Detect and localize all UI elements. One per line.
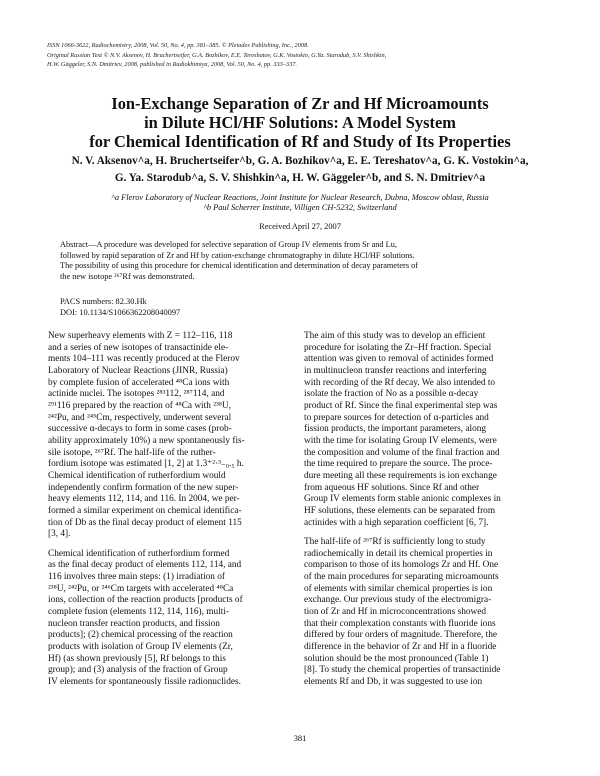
- body-text-line: with the time for isolating Group IV elements, were: [304, 435, 497, 446]
- abstract: [60, 240, 538, 282]
- body-text-line: to prepare sources for detection of α-particles and: [304, 412, 489, 423]
- received-date: Received April 27, 2007: [259, 222, 341, 231]
- body-text-line: exchange. Our previous study of the electromigra-: [304, 595, 492, 606]
- abstract-line: Abstract—A procedure was developed for selective separation of Group IV elements from Sr and Lu,: [60, 240, 397, 249]
- body-text-line: with recording of the Rf decay. We also intended to: [304, 377, 496, 388]
- body-column-right: [304, 331, 542, 689]
- body-text-line: Laboratory of Nuclear Reactions (JINR, Russia): [48, 365, 228, 376]
- abstract-line: The possibility of using this procedure for chemical identification and determination of decay parameters of: [60, 261, 419, 271]
- body-text-line: successive α-decays to form in some cases (prob-: [48, 424, 232, 435]
- body-text-line: and a series of new isotopes of transactinide ele-: [48, 342, 229, 353]
- body-text-line: HF solutions, these elements can be separated from: [304, 505, 496, 516]
- body-text-line: Hf) (as shown previously [5], Rf belongs to this: [48, 653, 226, 664]
- body-text-line: heavy elements 112, 114, and 116. In 2004, we per-: [48, 494, 240, 505]
- body-text-line: ²⁴²Pu, and ²⁴⁵Cm, respectively, underwent several: [48, 412, 232, 423]
- paragraph-gap: [48, 541, 286, 549]
- body-text-line: fordium isotope was estimated [1, 2] at 1.3⁺²·³₋₀.₅ h.: [48, 459, 244, 470]
- author-list: [40, 153, 560, 187]
- body-text-line: the time required to prepare the source. The proce-: [304, 459, 493, 470]
- body-text-line: differed by four orders of magnitude. Therefore, the: [304, 630, 498, 641]
- body-text-line: ²⁹¹116 prepared by the reaction of ⁴⁸Ca with ²³⁸U,: [48, 400, 232, 411]
- body-text-line: product of Rf. Since the final experimental step was: [304, 400, 498, 411]
- header-line-2: Original Russian Text © N.V. Aksenov, H. Bruchertseifer, G.A. Bozhikov, E.E. Tereshatov, G.K. Vostokin, G.Ya. Starodub, S.V. Shishkin,: [47, 52, 387, 59]
- body-text-line: procedure for isolating the Zr–Hf fraction. Special: [304, 342, 492, 353]
- body-text-line: complete fusion (elements 112, 114, 116), multi-: [48, 607, 229, 618]
- body-text-line: Chemical identification of rutherfordium would: [48, 470, 226, 481]
- author-line: N. V. Aksenov^a, H. Bruchertseifer^b, G. A. Bozhikov^a, E. E. Tereshatov^a, G. K. Vostokin^a,: [71, 155, 529, 167]
- affiliation-line: ^a Flerov Laboratory of Nuclear Reactions, Joint Institute for Nuclear Research, Dubna, Moscow oblast, Russia: [111, 193, 489, 202]
- body-text-line: of the main procedures for separating microamounts: [304, 572, 499, 583]
- body-text-line: comparison to those of its homologs Zr and Hf. One: [304, 560, 499, 571]
- affiliation-line: ^b Paul Scherrer Institute, Villigen CH-5232, Switzerland: [203, 203, 397, 212]
- body-text-line: New superheavy elements with Z = 112–116, 118: [48, 331, 233, 341]
- body-text-line: ability approximately 10%) a new spontaneously fis-: [48, 435, 245, 446]
- body-text-line: group); and (3) analysis of the fraction of Group: [48, 665, 228, 676]
- body-text-line: [3, 4].: [48, 529, 71, 540]
- body-text-line: actinides with a high separation coefficient [6, 7].: [304, 517, 489, 528]
- body-text-line: IV elements for spontaneously fissile radionuclides.: [48, 677, 241, 688]
- title-line: for Chemical Identification of Rf and Study of Its Properties: [89, 132, 511, 151]
- body-text-line: by complete fusion of accelerated ⁴⁸Ca ions with: [48, 377, 230, 388]
- body-text-line: solution should be the most pronounced (Table 1): [304, 653, 489, 664]
- body-text-line: formed a similar experiment on chemical identifica-: [48, 505, 242, 516]
- pacs-numbers: PACS numbers: 82.30.Hk: [60, 297, 147, 306]
- body-text-line: ²³⁸U, ²⁴²Pu, or ²⁴⁶Cm targets with accelerated ⁴⁸Ca: [48, 583, 234, 594]
- body-text-line: ments 104–111 was recently produced at the Flerov: [48, 354, 240, 365]
- body-text-line: that their complexation constants with fluoride ions: [304, 618, 496, 629]
- header-line-1: ISSN 1066-3622, Radiochemistry, 2008, Vol. 50, No. 4, pp. 381–385. © Pleiades Publishing, Inc., 2008.: [47, 42, 309, 49]
- body-text-line: elements Rf and Db, it was suggested to use ion: [304, 677, 483, 688]
- title-line: Ion-Exchange Separation of Zr and Hf Microamounts: [111, 94, 489, 113]
- title-line: in Dilute HCl/HF Solutions: A Model System: [144, 113, 456, 132]
- body-text-line: radiochemically in detail its chemical properties in: [304, 548, 493, 559]
- affiliations: [40, 193, 560, 213]
- body-text-line: in multinucleon transfer reactions and interfering: [304, 365, 487, 376]
- body-text-line: difference in the behavior of Zr and Hf in a fluoride: [304, 642, 497, 653]
- body-text-line: from aqueous HF solutions. Since Rf and other: [304, 482, 480, 493]
- identifiers: [60, 296, 180, 318]
- body-text-line: nucleon transfer reaction products, and fission: [48, 618, 220, 629]
- body-text-line: tion of Db as the final decay product of element 115: [48, 517, 242, 528]
- body-text-line: as the final decay product of elements 112, 114, and: [48, 560, 242, 571]
- body-text-line: actinide nuclei. The isotopes ²⁸³112, ²⁸⁷114, and: [48, 389, 225, 400]
- body-text-line: products with isolation of Group IV elements (Zr,: [48, 642, 233, 653]
- abstract-line: the new isotope ²⁶⁷Rf was demonstrated.: [60, 271, 195, 281]
- body-text-line: The half-life of ²⁶⁷Rf is sufficiently long to study: [304, 537, 486, 548]
- body-text-line: isolate the fraction of No as a possible α-decay: [304, 389, 479, 400]
- body-text-line: dure meeting all these requirements is ion exchange: [304, 470, 497, 481]
- body-text-line: Group IV elements form stable anionic complexes in: [304, 494, 501, 505]
- body-text-line: 116 involves three main steps: (1) irradiation of: [48, 572, 226, 583]
- body-text-line: fission products, the important parameters, along: [304, 424, 487, 435]
- body-text-line: attention was given to removal of actinides formed: [304, 354, 494, 365]
- paragraph-gap: [304, 529, 542, 537]
- body-text-line: Chemical identification of rutherfordium formed: [48, 548, 230, 559]
- body-column-left: [48, 331, 286, 689]
- body-text-line: The aim of this study was to develop an efficient: [304, 331, 486, 341]
- body-text-line: ions, collection of the reaction products [products of: [48, 595, 243, 606]
- body-text-line: products]; (2) chemical processing of the reaction: [48, 630, 233, 641]
- doi: DOI: 10.1134/S1066362208040097: [60, 308, 181, 317]
- body-text-line: sile isotope, ²⁶⁷Rf. The half-life of the ruther-: [48, 447, 216, 458]
- body-text-line: the composition and volume of the final fraction and: [304, 447, 500, 458]
- page-number: 381: [293, 734, 307, 743]
- author-line: G. Ya. Starodub^a, S. V. Shishkin^a, H. W. Gäggeler^b, and S. N. Dmitriev^a: [114, 172, 486, 184]
- body-text-line: independently confirm formation of the new super-: [48, 482, 239, 493]
- header-line-3: H.W. Gäggeler, S.N. Dmitriev, 2008, published in Radiokhimiya, 2008, Vol. 50, No. 4, pp. 333–337.: [47, 61, 297, 68]
- body-text-line: [8]. To study the chemical properties of transactinide: [304, 665, 501, 676]
- body-text-line: of elements with similar chemical properties is ion: [304, 583, 493, 594]
- body-text-line: tion of Zr and Hf in microconcentrations showed: [304, 607, 487, 618]
- abstract-line: followed by rapid separation of Zr and Hf by cation-exchange chromatography in dilute HCl/HF solutions.: [60, 250, 415, 260]
- article-title: [40, 94, 560, 151]
